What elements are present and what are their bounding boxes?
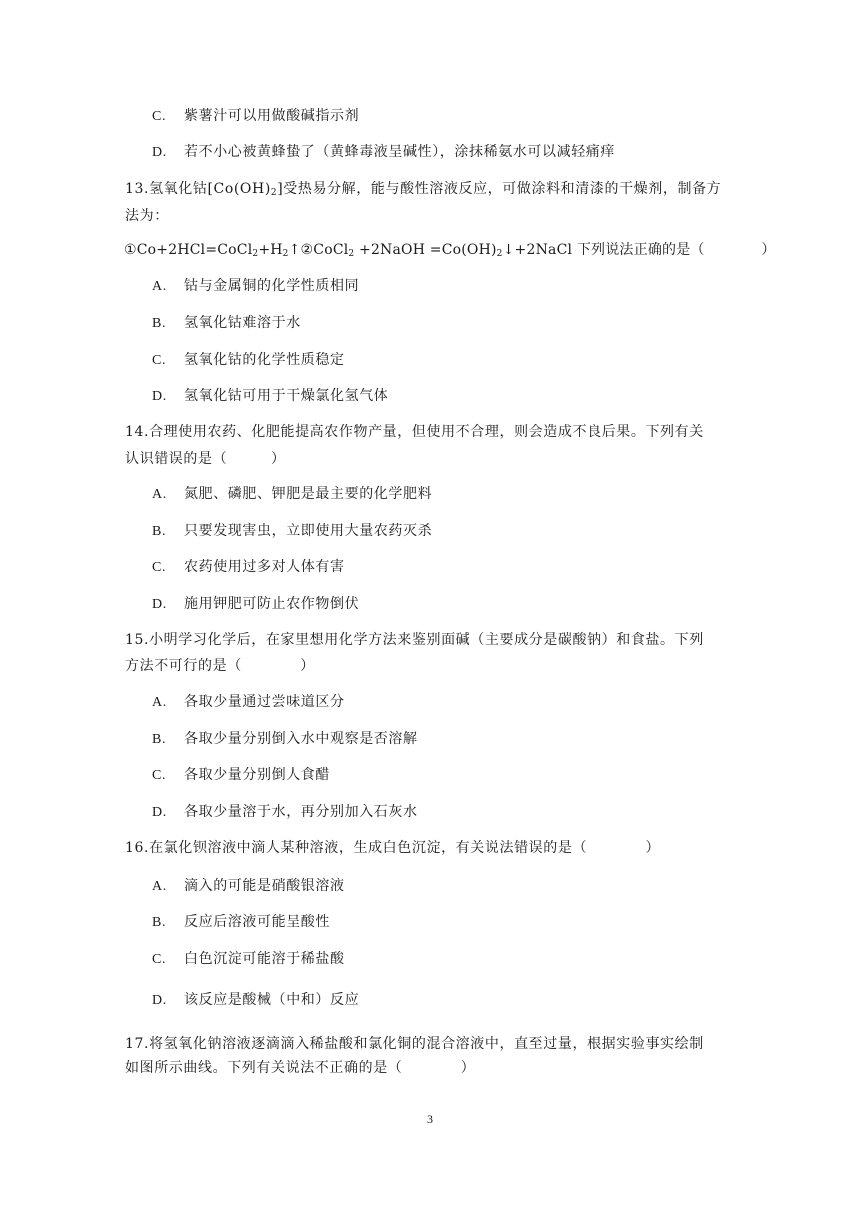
option-text: 氮肥、磷肥、钾肥是最主要的化学肥料 bbox=[184, 486, 433, 502]
option-label: D. bbox=[152, 993, 167, 1008]
option-text: 滴入的可能是硝酸银溶液 bbox=[184, 878, 345, 894]
q13-option-d[interactable] bbox=[152, 386, 388, 407]
option-text: 紫薯汁可以用做酸碱指示剂 bbox=[184, 108, 360, 124]
option-text: 各取少量分别倒入水中观察是否溶解 bbox=[184, 731, 418, 747]
q15-option-b[interactable] bbox=[152, 729, 418, 750]
q15-stem-line2: 方法不可行的是（ ） bbox=[125, 658, 315, 674]
q15-option-a[interactable] bbox=[152, 692, 345, 713]
q13-option-c[interactable] bbox=[152, 350, 345, 371]
q14-option-d[interactable] bbox=[152, 594, 359, 615]
option-label: B. bbox=[152, 524, 167, 539]
option-label: B. bbox=[152, 316, 167, 331]
equation-part: +2NaOH =Co(OH) bbox=[354, 242, 497, 258]
option-label: D. bbox=[152, 145, 167, 160]
q16-option-b[interactable] bbox=[152, 912, 330, 933]
q13-equation bbox=[124, 240, 776, 260]
subscript: 2 bbox=[270, 188, 278, 198]
q15-stem-line1: 15.小明学习化学后，在家里想用化学方法来鉴别面碱（主要成分是碳酸钠）和食盐。下列 bbox=[125, 632, 704, 648]
q15-option-d[interactable] bbox=[152, 802, 418, 823]
option-label: A. bbox=[152, 279, 167, 294]
option-label: A. bbox=[152, 879, 167, 894]
q17-stem-line2: 如图所示曲线。下列有关说法不正确的是（ ） bbox=[125, 1060, 476, 1076]
q13-stem-line2: 法为： bbox=[125, 208, 169, 224]
q14-option-c[interactable] bbox=[152, 557, 345, 578]
subscript: 2 bbox=[282, 249, 289, 259]
option-label: C. bbox=[152, 768, 167, 783]
option-text: 施用钾肥可防止农作物倒伏 bbox=[184, 596, 360, 612]
q16-option-a[interactable] bbox=[152, 876, 345, 897]
equation-part: ①Co+2HCl=CoCl bbox=[124, 242, 253, 258]
option-text: 白色沉淀可能溶于稀盐酸 bbox=[184, 951, 345, 967]
option-label: B. bbox=[152, 732, 167, 747]
q13-stem-part: ]受热易分解，能与酸性溶液反应，可做涂料和清漆的干燥剂，制备方 bbox=[277, 181, 722, 197]
option-label: D. bbox=[152, 597, 167, 612]
option-text: 各取少量溶于水，再分别加入石灰水 bbox=[184, 804, 418, 820]
option-text: 若不小心被黄蜂蛰了（黄蜂毒液呈碱性），涂抹稀氨水可以减轻痛痒 bbox=[184, 144, 615, 160]
option-text: 农药使用过多对人体有害 bbox=[184, 559, 345, 575]
option-label: C. bbox=[152, 560, 167, 575]
option-text: 各取少量分别倒人食醋 bbox=[184, 767, 330, 783]
option-label: A. bbox=[152, 487, 167, 502]
option-text: 钴与金属铜的化学性质相同 bbox=[184, 278, 360, 294]
option-label: B. bbox=[152, 915, 167, 930]
equation-part: ↓+2NaCl 下列说法正确的是（ ） bbox=[502, 242, 776, 258]
option-text: 各取少量通过尝味道区分 bbox=[184, 694, 345, 710]
q14-option-b[interactable] bbox=[152, 521, 432, 542]
option-text: 反应后溶液可能呈酸性 bbox=[184, 914, 330, 930]
option-label: C. bbox=[152, 952, 167, 967]
q13-stem-line1 bbox=[125, 179, 721, 199]
option-text: 氢氧化钴难溶于水 bbox=[184, 315, 301, 331]
option-text: 该反应是酸械（中和）反应 bbox=[184, 992, 360, 1008]
page-number: 3 bbox=[427, 1112, 433, 1126]
q16-option-d[interactable] bbox=[152, 990, 359, 1011]
q13-option-a[interactable] bbox=[152, 276, 359, 297]
q17-stem-line1: 17.将氢氧化钠溶液逐滴滴入稀盐酸和氯化铜的混合溶液中，直至过量，根据实验事实绘制 bbox=[125, 1036, 704, 1052]
equation-part: +H bbox=[258, 242, 283, 258]
q16-option-c[interactable] bbox=[152, 949, 345, 970]
equation-part: ↑②CoCl bbox=[288, 242, 349, 258]
option-label: C. bbox=[152, 353, 167, 368]
subscript: 2 bbox=[348, 249, 355, 259]
option-label: C. bbox=[152, 109, 167, 124]
subscript: 2 bbox=[252, 249, 259, 259]
q14-option-a[interactable] bbox=[152, 484, 432, 505]
option-label: D. bbox=[152, 805, 167, 820]
subscript: 2 bbox=[496, 249, 503, 259]
option-label: D. bbox=[152, 389, 167, 404]
q16-stem-line1: 16.在氯化钡溶液中滴人某种溶液，生成白色沉淀，有关说法错误的是（ ） bbox=[125, 840, 661, 856]
option-text: 氢氧化钴的化学性质稳定 bbox=[184, 352, 345, 368]
q13-stem-part: 13.氢氧化钴[Co(OH) bbox=[125, 181, 271, 197]
q15-option-c[interactable] bbox=[152, 765, 330, 786]
option-text: 只要发现害虫，立即使用大量农药灭杀 bbox=[184, 523, 433, 539]
option-label: A. bbox=[152, 695, 167, 710]
q14-stem-line2: 认识错误的是（ ） bbox=[125, 451, 286, 467]
q12-option-c[interactable] bbox=[152, 106, 359, 127]
option-text: 氢氧化钴可用于干燥氯化氢气体 bbox=[184, 388, 389, 404]
q13-option-b[interactable] bbox=[152, 313, 301, 334]
q12-option-d[interactable] bbox=[152, 142, 615, 163]
q14-stem-line1: 14.合理使用农药、化肥能提高农作物产量，但使用不合理，则会造成不良后果。下列有关 bbox=[125, 424, 704, 440]
